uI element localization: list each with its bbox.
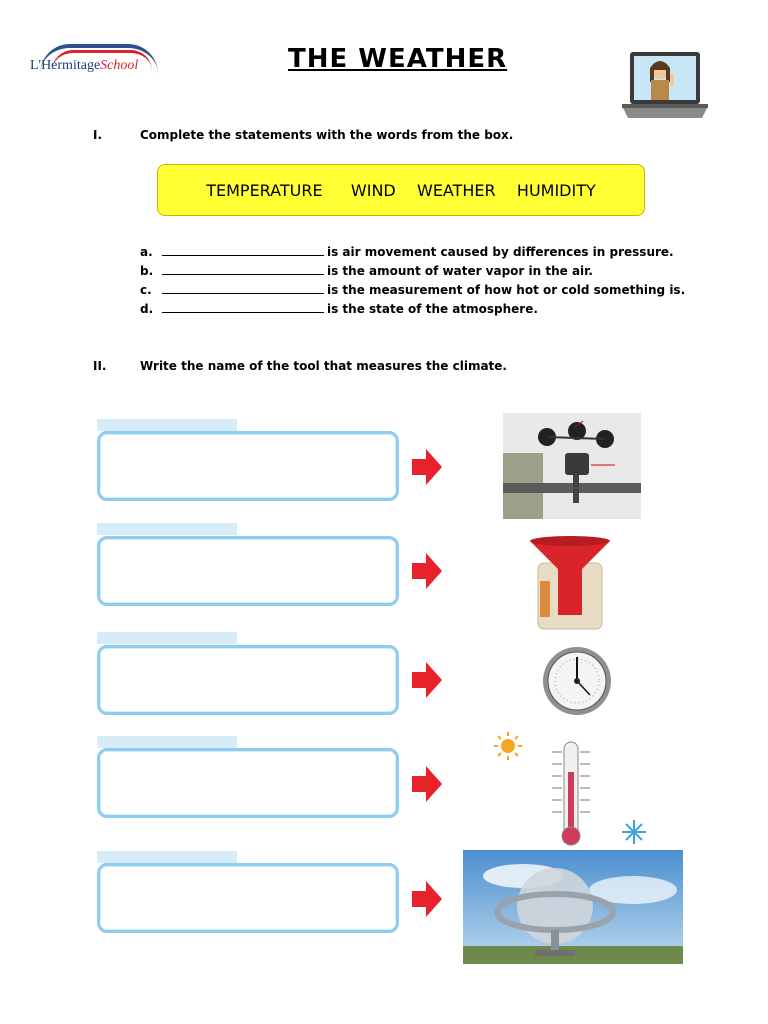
answer-blank-d[interactable] (162, 301, 324, 313)
statement-b (140, 263, 593, 278)
answer-box-3[interactable] (97, 645, 399, 715)
arrow-right-icon (412, 662, 442, 698)
statement-text: is the amount of water vapor in the air. (327, 264, 593, 278)
logo-main-text: L'Hermitage (30, 58, 101, 73)
arrow-right-icon (412, 449, 442, 485)
answer-tab (97, 523, 237, 535)
school-logo (30, 44, 155, 84)
statement-c (140, 282, 685, 297)
statement-letter: b. (140, 264, 154, 278)
section-1-number: I. (93, 128, 103, 142)
statement-a (140, 244, 674, 259)
answer-box-1[interactable] (97, 431, 399, 501)
page-title: THE WEATHER (288, 44, 508, 74)
answer-box-5[interactable] (97, 863, 399, 933)
answer-tab (97, 736, 237, 748)
arrow-right-icon (412, 881, 442, 917)
statement-text: is the measurement of how hot or cold something is. (327, 283, 686, 297)
hygrometer-icon (463, 850, 683, 964)
answer-blank-a[interactable] (162, 244, 324, 256)
barometer-icon (538, 645, 616, 717)
answer-tab (97, 851, 237, 863)
section-2-instruction: Write the name of the tool that measures the climate. (140, 359, 507, 373)
rain-gauge-icon (526, 535, 614, 633)
answer-box-4[interactable] (97, 748, 399, 818)
statement-letter: c. (140, 283, 152, 297)
statement-letter: a. (140, 245, 153, 259)
answer-tab (97, 632, 237, 644)
arrow-right-icon (412, 553, 442, 589)
statement-letter: d. (140, 302, 154, 316)
answer-blank-b[interactable] (162, 263, 324, 275)
statement-text: is the state of the atmosphere. (327, 302, 538, 316)
word-box: TEMPERATURE WIND WEATHER HUMIDITY (157, 164, 645, 216)
section-1-instruction: Complete the statements with the words from the box. (140, 128, 514, 142)
answer-tab (97, 419, 237, 431)
statement-text: is air movement caused by differences in pressure. (327, 245, 674, 259)
thermometer-icon (492, 732, 660, 850)
statement-d (140, 301, 538, 316)
answer-box-2[interactable] (97, 536, 399, 606)
answer-blank-c[interactable] (162, 282, 324, 294)
teacher-laptop-icon (622, 48, 708, 124)
anemometer-icon (503, 413, 641, 519)
arrow-right-icon (412, 766, 442, 802)
section-2-number: II. (93, 359, 107, 373)
logo-school-text: School (100, 58, 139, 73)
